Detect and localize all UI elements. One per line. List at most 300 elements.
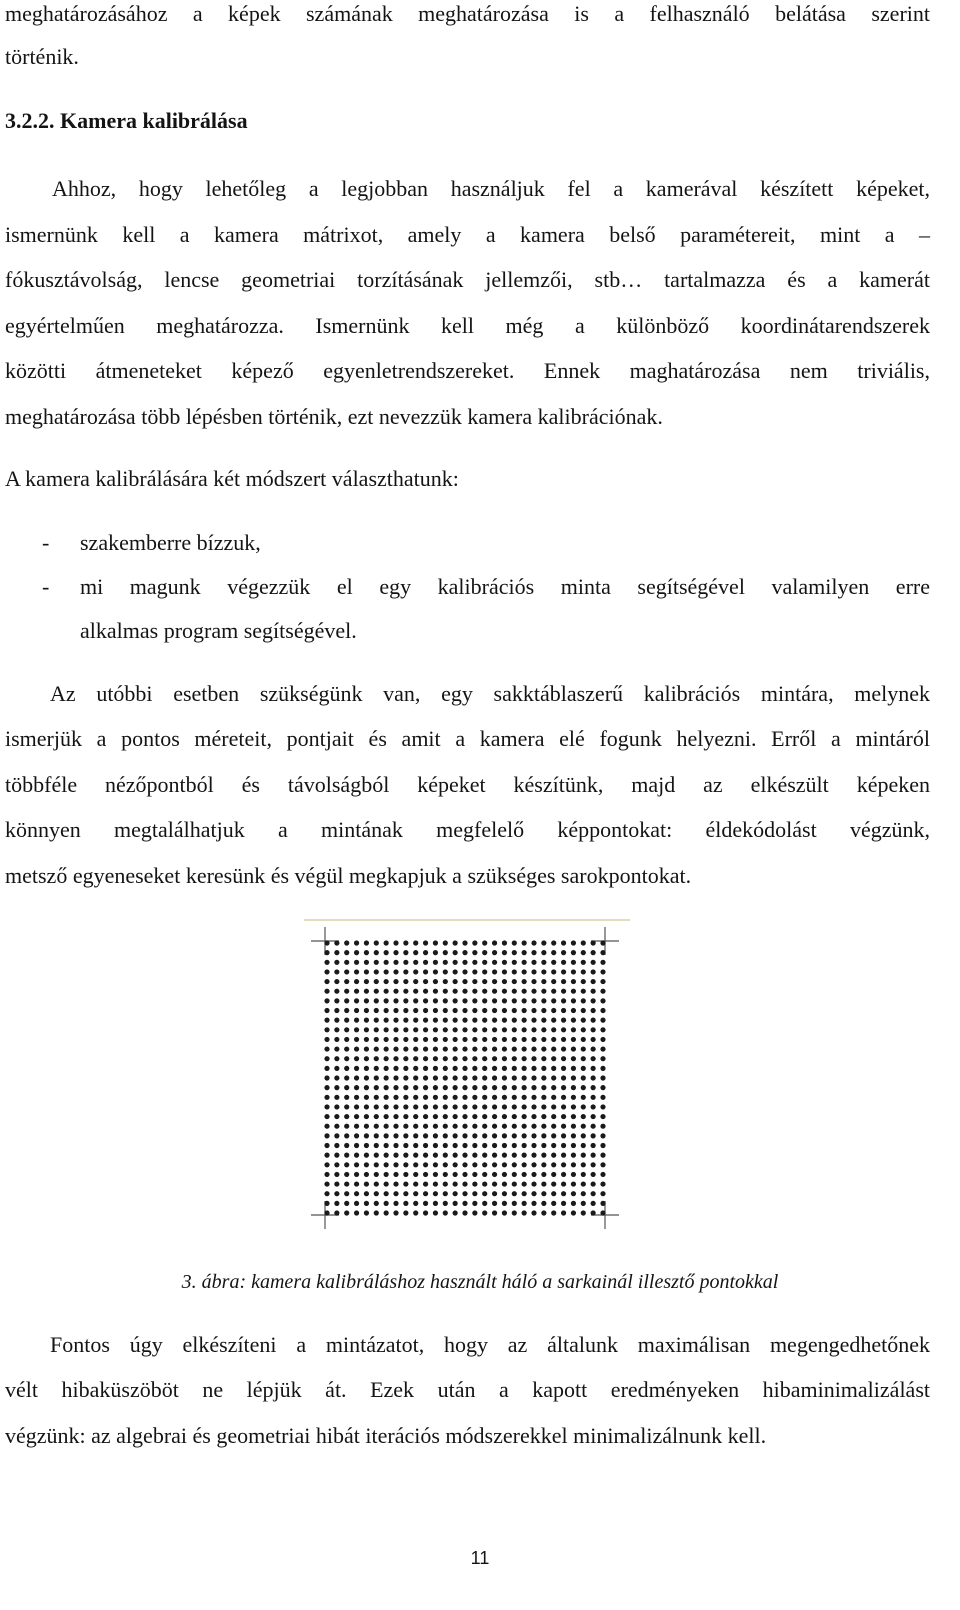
grid-dot bbox=[462, 960, 467, 965]
grid-dot bbox=[443, 1008, 448, 1013]
grid-dot bbox=[413, 1191, 418, 1196]
grid-dot bbox=[591, 1153, 596, 1158]
grid-dot bbox=[423, 1201, 428, 1206]
grid-dot bbox=[443, 1191, 448, 1196]
grid-dot bbox=[364, 1153, 369, 1158]
grid-dot bbox=[364, 1191, 369, 1196]
grid-dot bbox=[482, 1210, 487, 1215]
grid-dot bbox=[393, 940, 398, 945]
grid-dot bbox=[482, 969, 487, 974]
grid-dot bbox=[403, 1037, 408, 1042]
grid-dot bbox=[344, 1037, 349, 1042]
grid-dot bbox=[522, 1191, 527, 1196]
grid-dot bbox=[364, 1018, 369, 1023]
grid-dot bbox=[472, 1172, 477, 1177]
grid-dot bbox=[433, 1056, 438, 1061]
grid-dot bbox=[482, 1181, 487, 1186]
grid-dot bbox=[462, 940, 467, 945]
grid-dot bbox=[581, 979, 586, 984]
grid-dot bbox=[551, 1181, 556, 1186]
grid-dot bbox=[531, 1046, 536, 1051]
grid-dot bbox=[374, 1018, 379, 1023]
grid-dot bbox=[443, 1027, 448, 1032]
grid-dot bbox=[591, 1075, 596, 1080]
grid-dot bbox=[334, 1075, 339, 1080]
grid-dot bbox=[561, 1153, 566, 1158]
grid-dot bbox=[443, 940, 448, 945]
grid-dot bbox=[502, 1056, 507, 1061]
grid-dot bbox=[472, 989, 477, 994]
grid-dot bbox=[522, 1143, 527, 1148]
grid-dot bbox=[512, 998, 517, 1003]
grid-dot bbox=[384, 969, 389, 974]
grid-dot bbox=[334, 998, 339, 1003]
grid-dot bbox=[492, 1056, 497, 1061]
grid-dot bbox=[531, 1104, 536, 1109]
grid-dot bbox=[472, 1095, 477, 1100]
grid-dot bbox=[403, 979, 408, 984]
grid-dot bbox=[453, 1095, 458, 1100]
list-dash: - bbox=[42, 530, 50, 555]
grid-dot bbox=[472, 969, 477, 974]
grid-dot bbox=[600, 1095, 605, 1100]
grid-dot bbox=[492, 1172, 497, 1177]
grid-dot bbox=[374, 1114, 379, 1119]
grid-dot bbox=[443, 1201, 448, 1206]
grid-dot bbox=[423, 1085, 428, 1090]
list-item-text: mi magunk végezzük el egy kalibrációs minta segítségével valamilyen erre bbox=[80, 574, 930, 599]
grid-dot bbox=[472, 1210, 477, 1215]
grid-dot bbox=[581, 989, 586, 994]
grid-dot bbox=[403, 1181, 408, 1186]
grid-dot bbox=[413, 1027, 418, 1032]
grid-dot bbox=[551, 1114, 556, 1119]
grid-dot bbox=[591, 1143, 596, 1148]
grid-dot bbox=[354, 969, 359, 974]
text-line: történik. bbox=[5, 44, 79, 69]
grid-dot bbox=[591, 1201, 596, 1206]
grid-dot bbox=[364, 969, 369, 974]
grid-dot bbox=[591, 1124, 596, 1129]
text-line: Ahhoz, hogy lehetőleg a legjobban használjuk fel a kamerával készített képeket, bbox=[52, 176, 930, 201]
grid-dot bbox=[472, 1018, 477, 1023]
grid-dot bbox=[374, 1133, 379, 1138]
grid-dot bbox=[453, 1066, 458, 1071]
grid-dot bbox=[571, 1124, 576, 1129]
grid-dot bbox=[502, 1095, 507, 1100]
grid-dot bbox=[482, 940, 487, 945]
grid-dot bbox=[581, 1027, 586, 1032]
grid-dot bbox=[492, 1143, 497, 1148]
grid-dot bbox=[591, 998, 596, 1003]
grid-dot bbox=[581, 1046, 586, 1051]
grid-dot bbox=[453, 1210, 458, 1215]
grid-dot bbox=[462, 1085, 467, 1090]
grid-dot bbox=[423, 1133, 428, 1138]
grid-dot bbox=[384, 998, 389, 1003]
grid-dot bbox=[591, 1210, 596, 1215]
grid-dot bbox=[561, 1191, 566, 1196]
grid-dot bbox=[443, 1181, 448, 1186]
grid-dot bbox=[324, 1153, 329, 1158]
grid-dot bbox=[413, 1124, 418, 1129]
grid-dot bbox=[462, 979, 467, 984]
grid-dot bbox=[482, 1066, 487, 1071]
grid-dot bbox=[492, 1008, 497, 1013]
grid-dot bbox=[472, 1075, 477, 1080]
grid-dot bbox=[423, 1027, 428, 1032]
grid-dot bbox=[393, 1066, 398, 1071]
grid-dot bbox=[443, 1124, 448, 1129]
grid-dot bbox=[443, 1104, 448, 1109]
grid-dot bbox=[522, 1095, 527, 1100]
grid-dot bbox=[502, 1153, 507, 1158]
grid-dot bbox=[591, 1104, 596, 1109]
grid-dot bbox=[413, 1018, 418, 1023]
grid-dot bbox=[502, 1104, 507, 1109]
grid-dot bbox=[581, 1210, 586, 1215]
grid-dot bbox=[413, 1181, 418, 1186]
grid-dot bbox=[502, 1037, 507, 1042]
grid-dot bbox=[571, 950, 576, 955]
grid-dot bbox=[531, 1181, 536, 1186]
grid-dot bbox=[581, 1181, 586, 1186]
grid-dot bbox=[462, 1172, 467, 1177]
grid-dot bbox=[522, 960, 527, 965]
grid-dot bbox=[600, 1008, 605, 1013]
grid-dot bbox=[453, 1085, 458, 1090]
grid-dot bbox=[492, 998, 497, 1003]
grid-dot bbox=[512, 1172, 517, 1177]
grid-dot bbox=[600, 1104, 605, 1109]
grid-dot bbox=[453, 1037, 458, 1042]
grid-dot bbox=[492, 979, 497, 984]
section-heading: 3.2.2. Kamera kalibrálása bbox=[5, 108, 248, 133]
grid-dot bbox=[423, 1181, 428, 1186]
grid-dot bbox=[492, 960, 497, 965]
grid-dot bbox=[541, 1201, 546, 1206]
grid-dot bbox=[502, 1046, 507, 1051]
grid-dot bbox=[423, 1153, 428, 1158]
grid-dot bbox=[581, 1133, 586, 1138]
grid-dot bbox=[600, 1066, 605, 1071]
grid-dot bbox=[512, 1201, 517, 1206]
grid-dot bbox=[561, 1008, 566, 1013]
grid-dot bbox=[423, 1162, 428, 1167]
grid-dot bbox=[531, 979, 536, 984]
grid-dot bbox=[512, 1162, 517, 1167]
grid-dot bbox=[561, 1133, 566, 1138]
grid-dot bbox=[403, 1046, 408, 1051]
grid-dot bbox=[344, 1056, 349, 1061]
grid-dot bbox=[472, 940, 477, 945]
grid-dot bbox=[374, 1056, 379, 1061]
grid-dot bbox=[433, 1143, 438, 1148]
grid-dot bbox=[561, 1085, 566, 1090]
grid-dot bbox=[324, 1210, 329, 1215]
grid-dot bbox=[600, 1056, 605, 1061]
grid-dot bbox=[403, 1114, 408, 1119]
grid-dot bbox=[482, 998, 487, 1003]
grid-dot bbox=[364, 960, 369, 965]
grid-dot bbox=[354, 960, 359, 965]
grid-dot bbox=[462, 969, 467, 974]
grid-dot bbox=[571, 1172, 576, 1177]
grid-dot bbox=[492, 1046, 497, 1051]
grid-dot bbox=[541, 1153, 546, 1158]
grid-dot bbox=[541, 1191, 546, 1196]
grid-dot bbox=[344, 1095, 349, 1100]
grid-dot bbox=[591, 950, 596, 955]
grid-dot bbox=[423, 998, 428, 1003]
grid-dot bbox=[354, 1201, 359, 1206]
grid-dot bbox=[591, 979, 596, 984]
grid-dot bbox=[581, 1104, 586, 1109]
grid-dot bbox=[492, 950, 497, 955]
grid-dot bbox=[482, 1095, 487, 1100]
grid-dot bbox=[522, 1037, 527, 1042]
grid-dot bbox=[482, 1018, 487, 1023]
grid-dot bbox=[512, 1018, 517, 1023]
grid-dot bbox=[364, 1201, 369, 1206]
grid-dot bbox=[522, 1085, 527, 1090]
grid-dot bbox=[384, 1143, 389, 1148]
grid-dot bbox=[443, 1162, 448, 1167]
grid-dot bbox=[561, 1066, 566, 1071]
grid-dot bbox=[324, 1114, 329, 1119]
grid-dot bbox=[581, 1075, 586, 1080]
grid-dot bbox=[522, 1018, 527, 1023]
grid-dot bbox=[393, 979, 398, 984]
grid-dot bbox=[423, 1037, 428, 1042]
grid-dot bbox=[522, 1124, 527, 1129]
grid-dot bbox=[551, 1153, 556, 1158]
grid-dot bbox=[541, 1114, 546, 1119]
grid-dot bbox=[512, 1143, 517, 1148]
grid-dot bbox=[393, 969, 398, 974]
grid-dot bbox=[502, 960, 507, 965]
grid-dot bbox=[344, 989, 349, 994]
grid-dot bbox=[453, 1046, 458, 1051]
grid-dot bbox=[354, 1191, 359, 1196]
grid-dot bbox=[354, 1056, 359, 1061]
grid-dot bbox=[354, 1027, 359, 1032]
grid-dot bbox=[571, 1201, 576, 1206]
grid-dot bbox=[492, 1191, 497, 1196]
grid-dot bbox=[462, 1066, 467, 1071]
grid-dot bbox=[334, 1172, 339, 1177]
grid-dot bbox=[600, 1018, 605, 1023]
grid-dot bbox=[334, 1181, 339, 1186]
grid-dot bbox=[334, 1153, 339, 1158]
grid-dot bbox=[541, 1018, 546, 1023]
grid-dot bbox=[531, 1008, 536, 1013]
grid-dot bbox=[541, 1104, 546, 1109]
grid-dot bbox=[541, 940, 546, 945]
grid-dot bbox=[354, 1153, 359, 1158]
grid-dot bbox=[502, 1066, 507, 1071]
grid-dot bbox=[522, 940, 527, 945]
grid-dot bbox=[482, 1124, 487, 1129]
grid-dot bbox=[561, 1075, 566, 1080]
grid-dot bbox=[531, 1066, 536, 1071]
grid-dot bbox=[364, 1104, 369, 1109]
grid-dot bbox=[324, 1046, 329, 1051]
grid-dot bbox=[472, 1153, 477, 1158]
grid-dot bbox=[591, 1018, 596, 1023]
grid-dot bbox=[472, 1181, 477, 1186]
grid-dot bbox=[512, 1104, 517, 1109]
grid-dot bbox=[324, 1056, 329, 1061]
grid-dot bbox=[334, 1066, 339, 1071]
grid-dot bbox=[571, 998, 576, 1003]
grid-dot bbox=[462, 1133, 467, 1138]
grid-dot bbox=[502, 1143, 507, 1148]
grid-dot bbox=[541, 1027, 546, 1032]
grid-dot bbox=[502, 1018, 507, 1023]
grid-dot bbox=[531, 1133, 536, 1138]
grid-dot bbox=[522, 1056, 527, 1061]
methods-intro: A kamera kalibrálására két módszert választhatunk: bbox=[5, 466, 459, 491]
grid-dot bbox=[403, 1153, 408, 1158]
grid-dot bbox=[512, 1027, 517, 1032]
text-line: Az utóbbi esetben szükségünk van, egy sakktáblaszerű kalibrációs mintára, melynek bbox=[50, 681, 930, 706]
grid-dot bbox=[492, 1124, 497, 1129]
grid-dot bbox=[364, 1162, 369, 1167]
grid-dot bbox=[551, 998, 556, 1003]
grid-dot bbox=[354, 1172, 359, 1177]
grid-dot bbox=[344, 1075, 349, 1080]
grid-dot bbox=[374, 1143, 379, 1148]
grid-dot bbox=[462, 1056, 467, 1061]
grid-dot bbox=[403, 940, 408, 945]
grid-dot bbox=[581, 1066, 586, 1071]
grid-dot bbox=[423, 1210, 428, 1215]
grid-dot bbox=[512, 969, 517, 974]
grid-dot bbox=[403, 1133, 408, 1138]
grid-dot bbox=[581, 940, 586, 945]
grid-dot bbox=[453, 1124, 458, 1129]
grid-dot bbox=[364, 1027, 369, 1032]
grid-dot bbox=[344, 950, 349, 955]
grid-dot bbox=[334, 1018, 339, 1023]
grid-dot bbox=[374, 1037, 379, 1042]
grid-dot bbox=[581, 969, 586, 974]
grid-dot bbox=[531, 989, 536, 994]
grid-dot bbox=[393, 1104, 398, 1109]
grid-dot bbox=[403, 1162, 408, 1167]
grid-dot bbox=[453, 960, 458, 965]
grid-dot bbox=[324, 1008, 329, 1013]
grid-dot bbox=[600, 969, 605, 974]
grid-dot bbox=[472, 979, 477, 984]
grid-dot bbox=[551, 1037, 556, 1042]
grid-dot bbox=[433, 1075, 438, 1080]
grid-dot bbox=[403, 1075, 408, 1080]
corner-marker-bottom-left bbox=[311, 1201, 339, 1229]
grid-dot bbox=[600, 1046, 605, 1051]
grid-dot bbox=[581, 1124, 586, 1129]
grid-dot bbox=[374, 1210, 379, 1215]
grid-dot bbox=[344, 1143, 349, 1148]
grid-dot bbox=[502, 1210, 507, 1215]
grid-dot bbox=[393, 1181, 398, 1186]
grid-dot bbox=[551, 1201, 556, 1206]
text-line: közötti átmeneteket képező egyenletrendszereket. Ennek maghatározása nem triviális, bbox=[5, 358, 930, 383]
grid-dot bbox=[374, 1201, 379, 1206]
grid-dot bbox=[423, 1114, 428, 1119]
grid-dot bbox=[403, 1201, 408, 1206]
grid-dot bbox=[384, 1124, 389, 1129]
grid-dot bbox=[502, 1124, 507, 1129]
grid-dot bbox=[571, 1008, 576, 1013]
grid-dot bbox=[324, 1162, 329, 1167]
grid-dot bbox=[374, 1085, 379, 1090]
grid-dot bbox=[482, 1085, 487, 1090]
grid-dot bbox=[482, 1133, 487, 1138]
grid-dot bbox=[512, 1046, 517, 1051]
grid-dot bbox=[344, 998, 349, 1003]
grid-dot bbox=[600, 950, 605, 955]
grid-dot bbox=[413, 1143, 418, 1148]
grid-dot bbox=[472, 950, 477, 955]
grid-dot bbox=[571, 1018, 576, 1023]
grid-dot bbox=[522, 1066, 527, 1071]
grid-dot bbox=[512, 989, 517, 994]
grid-dot bbox=[324, 1133, 329, 1138]
grid-dot bbox=[482, 1191, 487, 1196]
grid-dot bbox=[462, 1191, 467, 1196]
grid-dot bbox=[581, 1153, 586, 1158]
grid-dot bbox=[423, 1008, 428, 1013]
grid-dot bbox=[384, 1153, 389, 1158]
grid-dot bbox=[423, 950, 428, 955]
grid-dot bbox=[354, 989, 359, 994]
grid-dot bbox=[561, 940, 566, 945]
grid-dot bbox=[344, 1210, 349, 1215]
grid-dot bbox=[591, 1162, 596, 1167]
grid-dot bbox=[531, 1153, 536, 1158]
grid-dot bbox=[413, 1162, 418, 1167]
grid-dot bbox=[344, 1018, 349, 1023]
grid-dot bbox=[433, 1008, 438, 1013]
grid-dot bbox=[551, 1191, 556, 1196]
grid-dot bbox=[364, 1066, 369, 1071]
grid-dot bbox=[512, 1181, 517, 1186]
grid-dot bbox=[591, 960, 596, 965]
grid-dot bbox=[334, 960, 339, 965]
grid-dot bbox=[600, 1143, 605, 1148]
grid-dot bbox=[600, 940, 605, 945]
grid-dot bbox=[354, 1008, 359, 1013]
grid-dot bbox=[403, 969, 408, 974]
grid-dot bbox=[512, 1085, 517, 1090]
grid-dot bbox=[374, 1172, 379, 1177]
grid-dot bbox=[531, 1201, 536, 1206]
grid-dot bbox=[433, 1027, 438, 1032]
grid-dot bbox=[334, 1104, 339, 1109]
grid-dot bbox=[393, 1075, 398, 1080]
grid-dot bbox=[591, 1027, 596, 1032]
grid-dot bbox=[384, 1114, 389, 1119]
grid-dot bbox=[600, 1124, 605, 1129]
grid-dot bbox=[571, 1056, 576, 1061]
grid-dot bbox=[403, 1008, 408, 1013]
grid-dot bbox=[482, 1104, 487, 1109]
grid-dot bbox=[403, 1027, 408, 1032]
grid-dot bbox=[324, 1104, 329, 1109]
grid-dot bbox=[561, 1046, 566, 1051]
